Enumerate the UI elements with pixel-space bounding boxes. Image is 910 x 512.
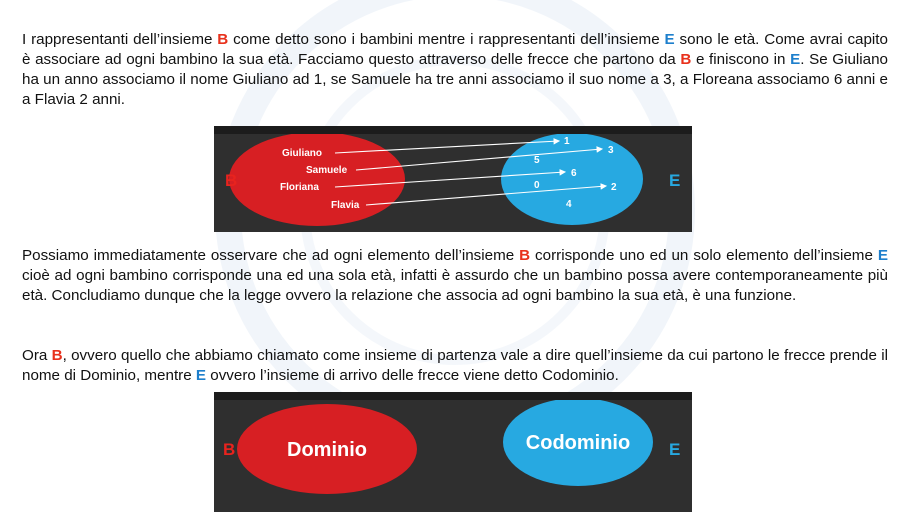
mapping-diagram [214,126,692,232]
text-span: I rappresentanti dell’insieme [22,31,218,48]
mapping-diagram-svg [214,126,692,232]
text-span: come detto sono i bambini mentre i rappresentanti dell’insieme [228,31,665,48]
paragraph-function [22,246,888,306]
text-span: Ora [22,347,52,364]
set-e-label: E [877,247,888,264]
name-flavia: Flavia [331,200,360,211]
age-6: 6 [571,168,577,179]
domain-label: Dominio [287,439,367,461]
text-span: Possiamo immediatamente osservare che ad ogni elemento dell’insieme [22,247,520,264]
paragraph-intro [22,30,888,110]
set-b-label: B [51,347,63,364]
age-3: 3 [608,145,614,156]
text-span: cioè ad ogni bambino corrisponde una ed una sola età, infatti è assurdo che un bambino possa avere contemporaneamente più età. Concludiamo dunque che la legge ovvero la relazione che associa ad ogni bambino la sua età, è una funzione. [22,267,888,304]
text-span: ovvero l’insieme di arrivo delle frecce viene detto Codominio. [206,367,619,384]
set-b-label: B [680,51,692,68]
domain-codomain-svg [214,392,692,512]
age-2: 2 [611,182,617,193]
age-5: 5 [534,155,540,166]
text-span: sono le età. Come avrai capito è associare ad ogni bambino la sua età. Facciamo questo attraverso delle frecce che partono da [22,31,888,68]
text-span: e finiscono in [691,51,791,68]
text-span: , ovvero quello che abbiamo chiamato come insieme di partenza vale a dire quell’insieme da cui partono le frecce prende il nome di Dominio, mentre [22,347,888,384]
domain-codomain-diagram [214,392,692,512]
set-e-label: E [664,31,675,48]
age-1: 1 [564,136,570,147]
set-e-ellipse [501,133,643,225]
set-e-letter: E [669,440,681,459]
set-e-label: E [195,367,207,384]
name-giuliano: Giuliano [282,148,322,159]
set-b-ellipse [229,132,405,226]
name-floriana: Floriana [280,182,319,193]
codomain-label: Codominio [525,432,631,454]
set-b-label: B [519,247,531,264]
text-span: . Se Giuliano ha un anno associamo il nome Giuliano ad 1, se Samuele ha tre anni associamo il suo nome a 3, a Floreana associamo 6 anni e a Flavia 2 anni. [22,51,889,108]
age-4: 4 [566,199,572,210]
set-b-label: B [217,31,229,48]
age-0: 0 [534,180,540,191]
set-e-label: E [790,51,801,68]
set-b-letter: B [225,171,238,190]
name-samuele: Samuele [306,165,348,176]
set-e-letter: E [669,171,681,190]
diagram-top-strip [214,126,692,134]
diagram-top-strip [214,392,692,400]
text-span: corrisponde uno ed un solo elemento dell’insieme [530,247,878,264]
set-b-letter: B [223,440,236,459]
paragraph-domain [22,346,888,386]
